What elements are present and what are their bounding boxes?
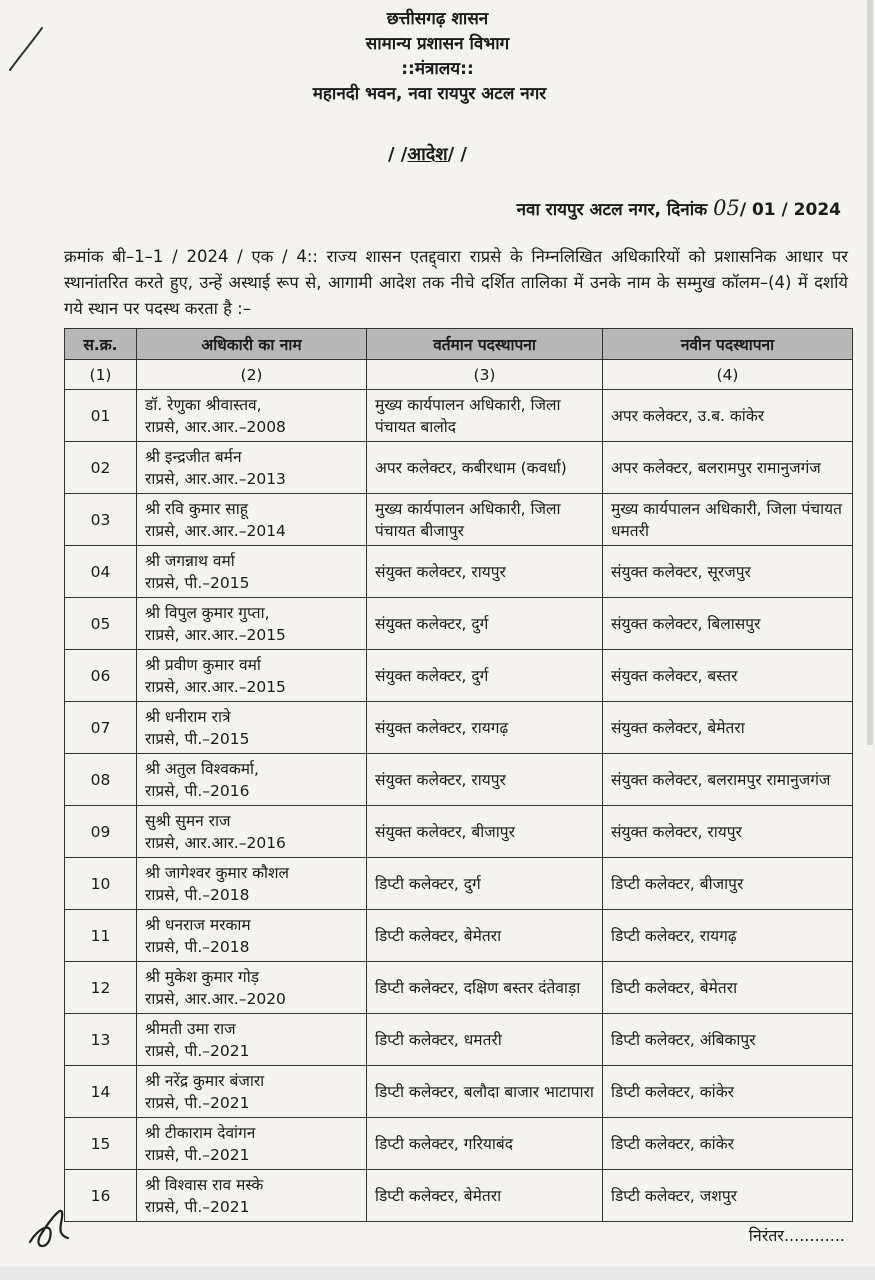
- cell-current-posting: डिप्टी कलेक्टर, बेमेतरा: [367, 910, 603, 962]
- cell-new-posting: संयुक्त कलेक्टर, बिलासपुर: [603, 598, 853, 650]
- cell-serial: 03: [65, 494, 137, 546]
- officer-service: राप्रसे, पी.–2021: [145, 1197, 250, 1216]
- officer-name: श्री विश्वास राव मस्के: [145, 1175, 264, 1194]
- table-header-row: [65, 329, 853, 360]
- cell-officer: [137, 390, 367, 442]
- cell-serial: 06: [65, 650, 137, 702]
- date-day-handwritten: 05: [713, 196, 740, 220]
- table-row: [65, 546, 853, 598]
- order-title: [0, 142, 865, 166]
- cell-new-posting: डिप्टी कलेक्टर, बेमेतरा: [603, 962, 853, 1014]
- cell-current-posting: संयुक्त कलेक्टर, दुर्ग: [367, 598, 603, 650]
- date-line: [517, 196, 841, 220]
- officer-service: राप्रसे, आर.आर.–2013: [145, 469, 286, 488]
- officer-name: डॉ. रेणुका श्रीवास्तव,: [145, 395, 262, 414]
- officer-service: राप्रसे, आर.आर.–2014: [145, 521, 286, 540]
- cell-new-posting: डिप्टी कलेक्टर, जशपुर: [603, 1170, 853, 1222]
- cell-current-posting: डिप्टी कलेक्टर, गरियाबंद: [367, 1118, 603, 1170]
- cell-officer: [137, 858, 367, 910]
- cell-new-posting: अपर कलेक्टर, उ.ब. कांकेर: [603, 390, 853, 442]
- cell-new-posting: डिप्टी कलेक्टर, कांकेर: [603, 1118, 853, 1170]
- table-row: [65, 598, 853, 650]
- officer-service: राप्रसे, पी.–2015: [145, 729, 250, 748]
- officer-name: श्री धनराज मरकाम: [145, 915, 251, 934]
- transfer-table: [64, 328, 853, 1222]
- officer-name: श्री विपुल कुमार गुप्ता,: [145, 603, 270, 622]
- header-current-posting: वर्तमान पदस्थापना: [367, 329, 603, 360]
- officer-service: राप्रसे, पी.–2021: [145, 1041, 250, 1060]
- officer-name: श्री जगन्नाथ वर्मा: [145, 551, 235, 570]
- cell-officer: [137, 806, 367, 858]
- cell-serial: 16: [65, 1170, 137, 1222]
- page-edge-shadow: [867, 0, 873, 745]
- table-row: [65, 702, 853, 754]
- cell-current-posting: मुख्य कार्यपालन अधिकारी, जिला पंचायत बालोद: [367, 390, 603, 442]
- table-row: [65, 494, 853, 546]
- cell-serial: 01: [65, 390, 137, 442]
- table-row: [65, 1170, 853, 1222]
- header-ministry: ::मंत्रालय::: [401, 59, 474, 79]
- officer-service: राप्रसे, पी.–2021: [145, 1145, 250, 1164]
- cell-current-posting: संयुक्त कलेक्टर, रायगढ़: [367, 702, 603, 754]
- table-row: [65, 390, 853, 442]
- officer-name: श्री धनीराम रात्रे: [145, 707, 231, 726]
- col-number: (4): [603, 360, 853, 390]
- cell-new-posting: संयुक्त कलेक्टर, बस्तर: [603, 650, 853, 702]
- cell-new-posting: मुख्य कार्यपालन अधिकारी, जिला पंचायत धमतरी: [603, 494, 853, 546]
- cell-current-posting: मुख्य कार्यपालन अधिकारी, जिला पंचायत बीजापुर: [367, 494, 603, 546]
- cell-officer: [137, 494, 367, 546]
- cell-officer: [137, 962, 367, 1014]
- cell-new-posting: डिप्टी कलेक्टर, बीजापुर: [603, 858, 853, 910]
- col-number: (2): [137, 360, 367, 390]
- table-column-number-row: [65, 360, 853, 390]
- officer-service: राप्रसे, पी.–2021: [145, 1093, 250, 1112]
- cell-new-posting: संयुक्त कलेक्टर, रायपुर: [603, 806, 853, 858]
- cell-serial: 04: [65, 546, 137, 598]
- cell-current-posting: संयुक्त कलेक्टर, बीजापुर: [367, 806, 603, 858]
- header-address: महानदी भवन, नवा रायपुर अटल नगर: [312, 84, 547, 104]
- cell-officer: [137, 650, 367, 702]
- cell-serial: 10: [65, 858, 137, 910]
- cell-serial: 07: [65, 702, 137, 754]
- table-row: [65, 962, 853, 1014]
- order-title-prefix: / /: [387, 144, 408, 165]
- cell-current-posting: डिप्टी कलेक्टर, दुर्ग: [367, 858, 603, 910]
- cell-current-posting: संयुक्त कलेक्टर, रायपुर: [367, 546, 603, 598]
- cell-current-posting: डिप्टी कलेक्टर, बलौदा बाजार भाटापारा: [367, 1066, 603, 1118]
- cell-new-posting: संयुक्त कलेक्टर, बेमेतरा: [603, 702, 853, 754]
- cell-serial: 02: [65, 442, 137, 494]
- header-state: छत्तीसगढ़ शासन: [386, 9, 489, 29]
- cell-serial: 08: [65, 754, 137, 806]
- cell-officer: [137, 910, 367, 962]
- officer-service: राप्रसे, पी.–2018: [145, 885, 250, 904]
- cell-officer: [137, 442, 367, 494]
- officer-service: राप्रसे, आर.आर.–2015: [145, 625, 286, 644]
- header-serial: स.क्र.: [65, 329, 137, 360]
- table-row: [65, 858, 853, 910]
- header-new-posting: नवीन पदस्थापना: [603, 329, 853, 360]
- cell-serial: 13: [65, 1014, 137, 1066]
- table-row: [65, 910, 853, 962]
- cell-current-posting: डिप्टी कलेक्टर, बेमेतरा: [367, 1170, 603, 1222]
- table-row: [65, 650, 853, 702]
- cell-current-posting: संयुक्त कलेक्टर, दुर्ग: [367, 650, 603, 702]
- order-paragraph: क्रमांक बी–1–1 / 2024 / एक / 4:: राज्य शासन एतद्द्वारा राप्रसे के निम्नलिखित अधिकारियों को प्रशासनिक आधार पर स्थानांतरित करते हुए, उन्हें अस्थाई रूप से, आगामी आदेश तक नीचे दर्शित तालिका में उनके नाम के सम्मुख कॉलम–(4) में दर्शाये गये स्थान पर पदस्थ करता है :–: [64, 247, 848, 318]
- cell-officer: [137, 546, 367, 598]
- cell-new-posting: डिप्टी कलेक्टर, अंबिकापुर: [603, 1014, 853, 1066]
- cell-new-posting: संयुक्त कलेक्टर, सूरजपुर: [603, 546, 853, 598]
- officer-name: श्री इन्द्रजीत बर्मन: [145, 447, 242, 466]
- order-title-suffix: / /: [447, 144, 468, 165]
- officer-service: राप्रसे, पी.–2018: [145, 937, 250, 956]
- cell-officer: [137, 1118, 367, 1170]
- cell-current-posting: संयुक्त कलेक्टर, रायपुर: [367, 754, 603, 806]
- table-row: [65, 1014, 853, 1066]
- officer-service: राप्रसे, पी.–2015: [145, 573, 250, 592]
- cell-serial: 05: [65, 598, 137, 650]
- col-number: (3): [367, 360, 603, 390]
- officer-name: सुश्री सुमन राज: [145, 811, 231, 830]
- cell-serial: 14: [65, 1066, 137, 1118]
- officer-name: श्री अतुल विश्वकर्मा,: [145, 759, 259, 778]
- cell-officer: [137, 1066, 367, 1118]
- cell-serial: 09: [65, 806, 137, 858]
- officer-name: श्री मुकेश कुमार गोड़: [145, 967, 260, 986]
- cell-officer: [137, 1014, 367, 1066]
- cell-new-posting: डिप्टी कलेक्टर, कांकेर: [603, 1066, 853, 1118]
- cell-current-posting: डिप्टी कलेक्टर, धमतरी: [367, 1014, 603, 1066]
- officer-service: राप्रसे, पी.–2016: [145, 781, 250, 800]
- cell-new-posting: संयुक्त कलेक्टर, बलरामपुर रामानुजगंज: [603, 754, 853, 806]
- officer-name: श्रीमती उमा राज: [145, 1019, 236, 1038]
- cell-serial: 12: [65, 962, 137, 1014]
- cell-serial: 11: [65, 910, 137, 962]
- cell-officer: [137, 702, 367, 754]
- officer-service: राप्रसे, आर.आर.–2020: [145, 989, 286, 1008]
- page-bottom-strip: [0, 1266, 875, 1280]
- header-officer-name: अधिकारी का नाम: [137, 329, 367, 360]
- officer-name: श्री प्रवीण कुमार वर्मा: [145, 655, 261, 674]
- signature-mark-icon: [20, 1198, 80, 1258]
- table-row: [65, 1118, 853, 1170]
- officer-name: श्री जागेश्वर कुमार कौशल: [145, 863, 290, 882]
- officer-name: श्री टीकाराम देवांगन: [145, 1123, 256, 1142]
- table-row: [65, 1066, 853, 1118]
- cell-current-posting: अपर कलेक्टर, कबीरधाम (कवर्धा): [367, 442, 603, 494]
- officer-name: श्री नरेंद्र कुमार बंजारा: [145, 1071, 265, 1090]
- col-number: (1): [65, 360, 137, 390]
- cell-officer: [137, 598, 367, 650]
- officer-name: श्री रवि कुमार साहू: [145, 499, 248, 518]
- cell-current-posting: डिप्टी कलेक्टर, दक्षिण बस्तर दंतेवाड़ा: [367, 962, 603, 1014]
- officer-service: राप्रसे, आर.आर.–2015: [145, 677, 286, 696]
- date-rest: / 01 / 2024: [739, 200, 841, 220]
- cell-officer: [137, 1170, 367, 1222]
- table-row: [65, 806, 853, 858]
- cell-officer: [137, 754, 367, 806]
- cell-serial: 15: [65, 1118, 137, 1170]
- continued-label: निरंतर............: [748, 1226, 845, 1245]
- header-department: सामान्य प्रशासन विभाग: [365, 34, 510, 54]
- officer-service: राप्रसे, आर.आर.–2008: [145, 417, 286, 436]
- cell-new-posting: अपर कलेक्टर, बलरामपुर रामानुजगंज: [603, 442, 853, 494]
- table-row: [65, 754, 853, 806]
- officer-service: राप्रसे, आर.आर.–2016: [145, 833, 286, 852]
- order-title-word: आदेश: [407, 144, 448, 165]
- cell-new-posting: डिप्टी कलेक्टर, रायगढ़: [603, 910, 853, 962]
- date-place: नवा रायपुर अटल नगर, दिनांक: [516, 200, 708, 220]
- table-row: [65, 442, 853, 494]
